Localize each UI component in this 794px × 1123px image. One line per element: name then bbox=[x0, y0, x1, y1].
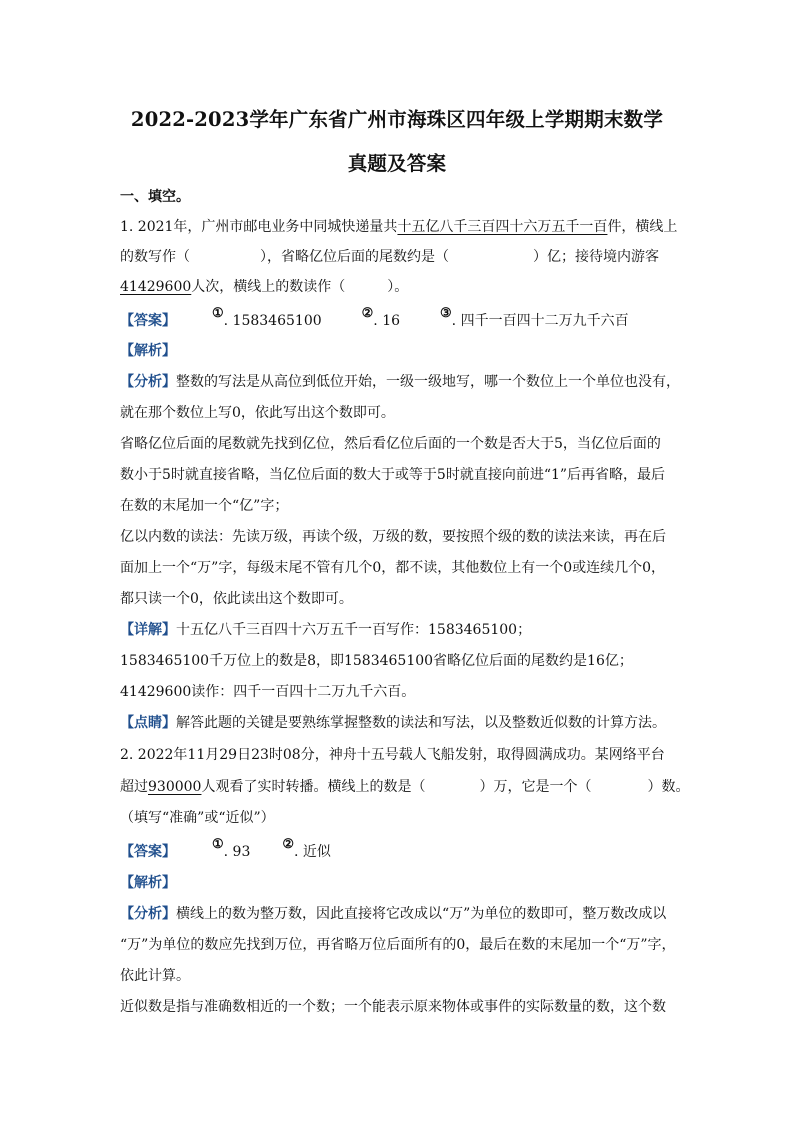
analysis-text: 整数的写法是从高位到低位开始，一级一级地写，哪一个数位上一个单位也没有， bbox=[176, 374, 680, 390]
q1-detail-line-1 bbox=[120, 621, 531, 639]
q2-analysis-line-4: 近似数是指与准确数相近的一个数；一个能表示原来物体或事件的实际数量的数，这个数 bbox=[120, 999, 666, 1015]
answer-tag: 【答案】 bbox=[120, 844, 176, 860]
q2-line-3: （填写“准确”或“近似”） bbox=[120, 810, 275, 826]
q1-line-1 bbox=[120, 218, 677, 236]
q2-analysis-line-3: 依此计算。 bbox=[120, 968, 190, 984]
q2-text: ）万，它是一个（ bbox=[479, 779, 592, 795]
q2-line-2 bbox=[120, 778, 689, 796]
q1-underlined-number-words: 十五亿八千三百四十六万五千一百 bbox=[397, 219, 608, 235]
q2-underlined-number: 930000 bbox=[148, 779, 202, 795]
q1-answer-line bbox=[120, 306, 629, 331]
fenxi-tag: 【分析】 bbox=[120, 374, 176, 390]
q1-analysis-line-7: 面加上一个“万”字，每级末尾不管有几个0，都不读，其他数位上有一个0或连续几个0， bbox=[120, 560, 666, 576]
dianjing-tag: 【点睛】 bbox=[120, 715, 176, 731]
q1-analysis-line-2: 就在那个数位上写0，依此写出这个数即可。 bbox=[120, 405, 395, 421]
q1-analysis-line-8: 都只读一个0，依此读出这个数即可。 bbox=[120, 591, 353, 607]
q1-analysis-line-3: 省略亿位后面的尾数就先找到亿位，然后看亿位后面的一个数是否大于5，当亿位后面的 bbox=[120, 436, 661, 452]
answer-value-2: . 16 bbox=[373, 313, 401, 329]
q1-line-3 bbox=[120, 278, 408, 296]
xiangjie-tag: 【详解】 bbox=[120, 622, 176, 638]
answer-value-1: . 93 bbox=[223, 844, 251, 860]
q1-detail-line-3: 41429600读作：四千一百四十二万九千六百。 bbox=[120, 684, 416, 700]
answer-tag: 【答案】 bbox=[120, 313, 176, 329]
q1-underlined-number: 41429600 bbox=[120, 279, 192, 295]
q1-text: ）。 bbox=[387, 279, 409, 295]
q2-text: 超过 bbox=[120, 779, 148, 795]
q1-note-line bbox=[120, 714, 666, 732]
detail-text: 十五亿八千三百四十六万五千一百写作：1583465100； bbox=[176, 622, 532, 638]
q2-text: 人观看了实时转播。横线上的数是（ bbox=[201, 779, 426, 795]
q1-analysis-line-1 bbox=[120, 373, 680, 391]
q2-analysis-line-1 bbox=[120, 905, 666, 923]
q1-text: ）亿；接待境内游客 bbox=[533, 249, 659, 265]
answer-value-1: . 1583465100 bbox=[223, 313, 322, 329]
answer-value-3: . 四千一百四十二万九千六百 bbox=[451, 313, 629, 329]
q1-text: 人次，横线上的数读作（ bbox=[191, 279, 346, 295]
q2-line-1: 2. 2022年11月29日23时08分，神舟十五号载人飞船发射，取得圆满成功。某网络平台 bbox=[120, 747, 665, 763]
q1-analysis-line-5: 在数的末尾加一个“亿”字； bbox=[120, 498, 289, 514]
section-heading-fill-blank: 一、填空。 bbox=[120, 189, 190, 205]
circled-number-2: ② bbox=[282, 837, 295, 852]
q2-answer-line bbox=[120, 837, 331, 862]
q1-text: 1. 2021年，广州市邮电业务中同城快递量共 bbox=[120, 219, 398, 235]
q1-detail-line-2: 1583465100千万位上的数是8，即1583465100省略亿位后面的尾数约是16亿； bbox=[120, 653, 633, 669]
note-text: 解答此题的关键是要熟练掌握整数的读法和写法，以及整数近似数的计算方法。 bbox=[176, 715, 666, 731]
q1-text: 的数写作（ bbox=[120, 249, 190, 265]
q2-text: ）数。 bbox=[647, 779, 690, 795]
q1-text: 件，横线上 bbox=[607, 219, 678, 235]
q1-line-2 bbox=[120, 248, 659, 266]
circled-number-1: ① bbox=[212, 306, 224, 321]
document-title-line-2: 真题及答案 bbox=[347, 152, 447, 175]
analysis-text: 横线上的数为整万数，因此直接将它改成以“万”为单位的数即可，整万数改成以 bbox=[176, 906, 667, 922]
fenxi-tag: 【分析】 bbox=[120, 906, 176, 922]
circled-number-3: ③ bbox=[440, 306, 452, 321]
q1-analysis-line-4: 数小于5时就直接省略，当亿位后面的数大于或等于5时就直接向前进“1”后再省略，最后 bbox=[120, 467, 666, 483]
analysis-tag: 【解析】 bbox=[120, 343, 176, 359]
q1-analysis-line-6: 亿以内数的读法：先读万级，再读个级，万级的数，要按照个级的数的读法来读，再在后 bbox=[120, 529, 666, 545]
circled-number-2: ② bbox=[361, 306, 374, 321]
q2-analysis-line-2: “万”为单位的数应先找到万位，再省略万位后面所有的0，最后在数的末尾加一个“万”字， bbox=[120, 937, 676, 953]
q1-text: ），省略亿位后面的尾数约是（ bbox=[260, 249, 449, 265]
document-title-line-1: 2022-2023学年广东省广州市海珠区四年级上学期期末数学 bbox=[130, 108, 664, 131]
circled-number-1: ① bbox=[212, 837, 224, 852]
analysis-tag: 【解析】 bbox=[120, 875, 176, 891]
answer-value-2: . 近似 bbox=[294, 844, 331, 860]
